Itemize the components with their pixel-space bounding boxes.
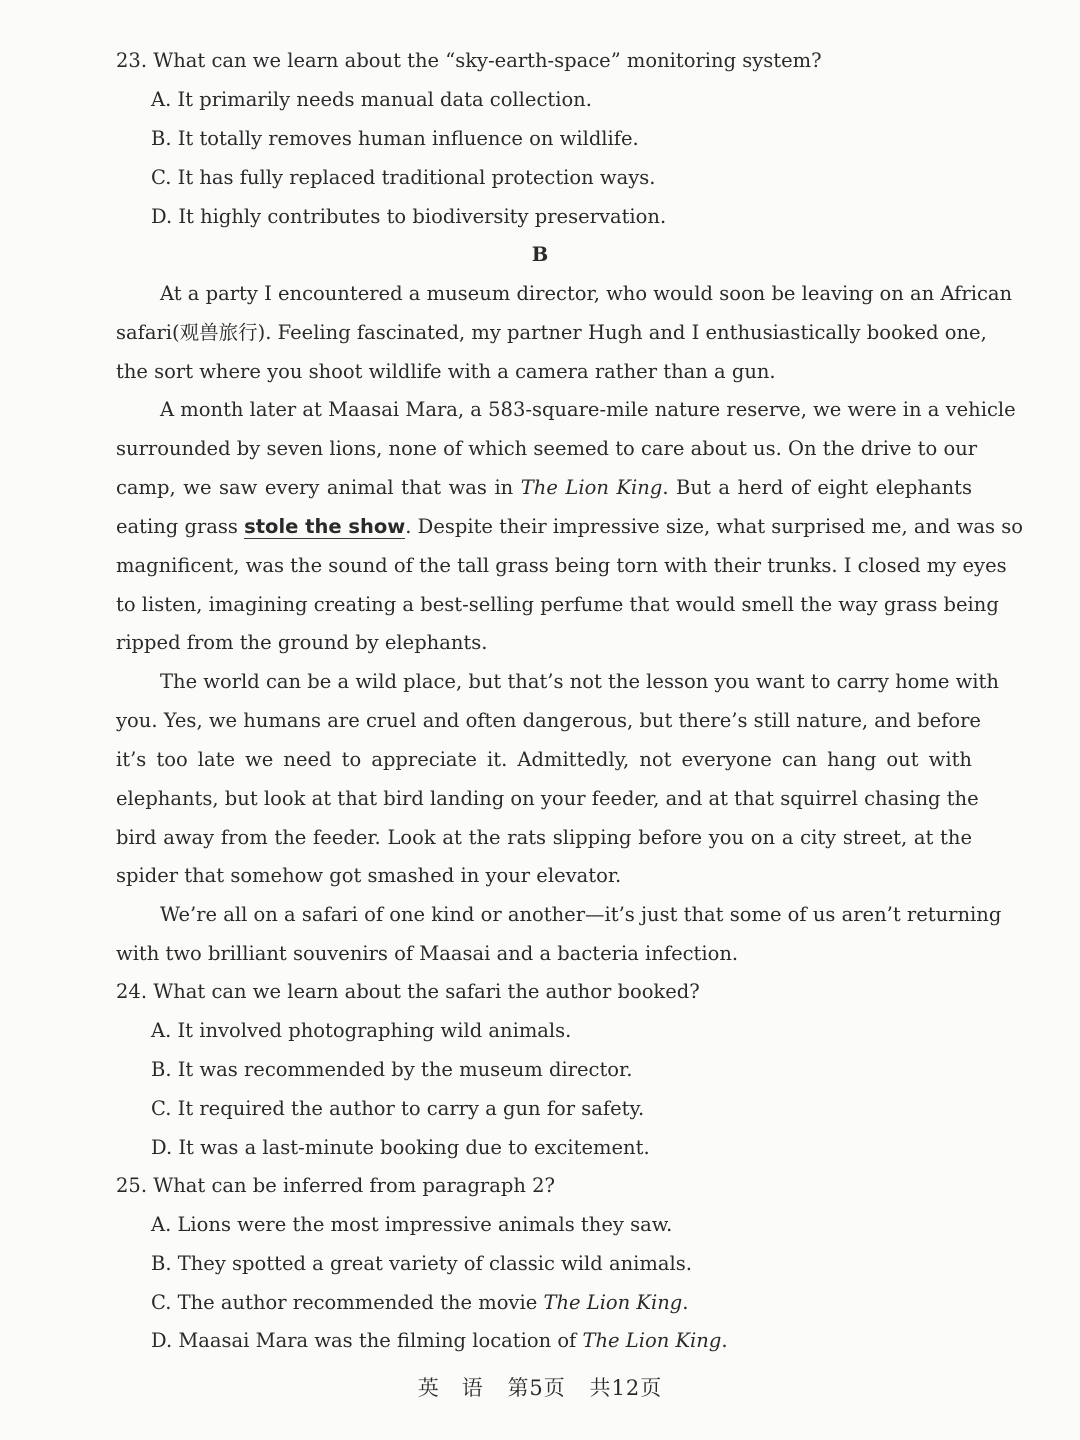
question-23-stem: 23. What can we learn about the “sky-earth-space” monitoring system? (116, 49, 822, 72)
movie-title: The Lion King (582, 1329, 722, 1352)
question-24-option-c: C. It required the author to carry a gun for safety. (151, 1097, 645, 1120)
text-segment: D. Maasai Mara was the filming location of (151, 1329, 583, 1352)
passage-p3-line1: The world can be a wild place, but that’s not the lesson you want to carry home with (160, 670, 999, 693)
passage-p3-line5: bird away from the feeder. Look at the rats slipping before you on a city street, at the (116, 826, 972, 849)
movie-title: The Lion King (543, 1291, 683, 1314)
question-25-option-a: A. Lions were the most impressive animals they saw. (151, 1213, 673, 1236)
question-24-stem: 24. What can we learn about the safari the author booked? (116, 980, 700, 1003)
footer-page-number: 第5页 (507, 1376, 566, 1400)
passage-p3-line4: elephants, but look at that bird landing on your feeder, and at that squirrel chasing the (116, 787, 979, 810)
passage-p3-line6: spider that somehow got smashed in your elevator. (116, 864, 622, 887)
passage-p1-line3: the sort where you shoot wildlife with a camera rather than a gun. (116, 360, 776, 383)
text-segment: . (721, 1329, 728, 1352)
text-segment: camp, we saw every animal that was in (116, 476, 521, 499)
passage-p2-line5: magnificent, was the sound of the tall grass being torn with their trunks. I closed my eyes (116, 554, 1007, 577)
passage-p2-line1: A month later at Maasai Mara, a 583-square-mile nature reserve, we were in a vehicle (160, 398, 1016, 421)
passage-p4-line2: with two brilliant souvenirs of Maasai and a bacteria infection. (116, 942, 739, 965)
text-segment: C. The author recommended the movie (151, 1291, 544, 1314)
movie-title: The Lion King (520, 476, 663, 499)
question-23-option-c: C. It has fully replaced traditional protection ways. (151, 166, 656, 189)
underlined-phrase: stole the show (244, 515, 406, 538)
passage-p4-line1: We’re all on a safari of one kind or another—it’s just that some of us aren’t returning (160, 903, 1002, 926)
page-footer (0, 1375, 1080, 1401)
passage-p3-line3: it’s too late we need to appreciate it. Admittedly, not everyone can hang out with (116, 748, 972, 771)
passage-p3-line2: you. Yes, we humans are cruel and often dangerous, but there’s still nature, and before (116, 709, 981, 732)
passage-p2-line2: surrounded by seven lions, none of which seemed to care about us. On the drive to our (116, 437, 978, 460)
passage-p1-line1: At a party I encountered a museum director, who would soon be leaving on an African (160, 282, 1013, 305)
text-segment: eating grass (116, 515, 245, 538)
question-25-option-c (0, 1291, 1080, 1315)
passage-p2-line6: to listen, imagining creating a best-selling perfume that would smell the way grass being (116, 593, 999, 616)
footer-subject: 英 语 (417, 1376, 484, 1400)
passage-p2-line7: ripped from the ground by elephants. (116, 631, 488, 654)
passage-p1-line2: safari(观兽旅行). Feeling fascinated, my partner Hugh and I enthusiastically booked one, (116, 321, 987, 344)
question-24-option-d: D. It was a last-minute booking due to excitement. (151, 1136, 650, 1159)
footer-total-pages: 共12页 (589, 1376, 663, 1400)
question-25-stem: 25. What can be inferred from paragraph 2? (116, 1174, 555, 1197)
question-23-option-b: B. It totally removes human influence on wildlife. (151, 127, 639, 150)
text-segment: . Despite their impressive size, what surprised me, and was so (405, 515, 1024, 538)
question-24-option-a: A. It involved photographing wild animals. (151, 1019, 572, 1042)
passage-p2-line4 (116, 515, 1024, 539)
question-25-option-d (0, 1329, 1080, 1353)
text-segment: . (682, 1291, 689, 1314)
section-heading: B (531, 243, 549, 266)
question-23-option-d: D. It highly contributes to biodiversity preservation. (151, 205, 667, 228)
passage-p2-line3 (116, 476, 972, 500)
question-24-option-b: B. It was recommended by the museum director. (151, 1058, 633, 1081)
text-segment: . But a herd of eight elephants (662, 476, 973, 499)
question-25-option-b: B. They spotted a great variety of classic wild animals. (151, 1252, 692, 1275)
question-23-option-a: A. It primarily needs manual data collection. (151, 88, 592, 111)
